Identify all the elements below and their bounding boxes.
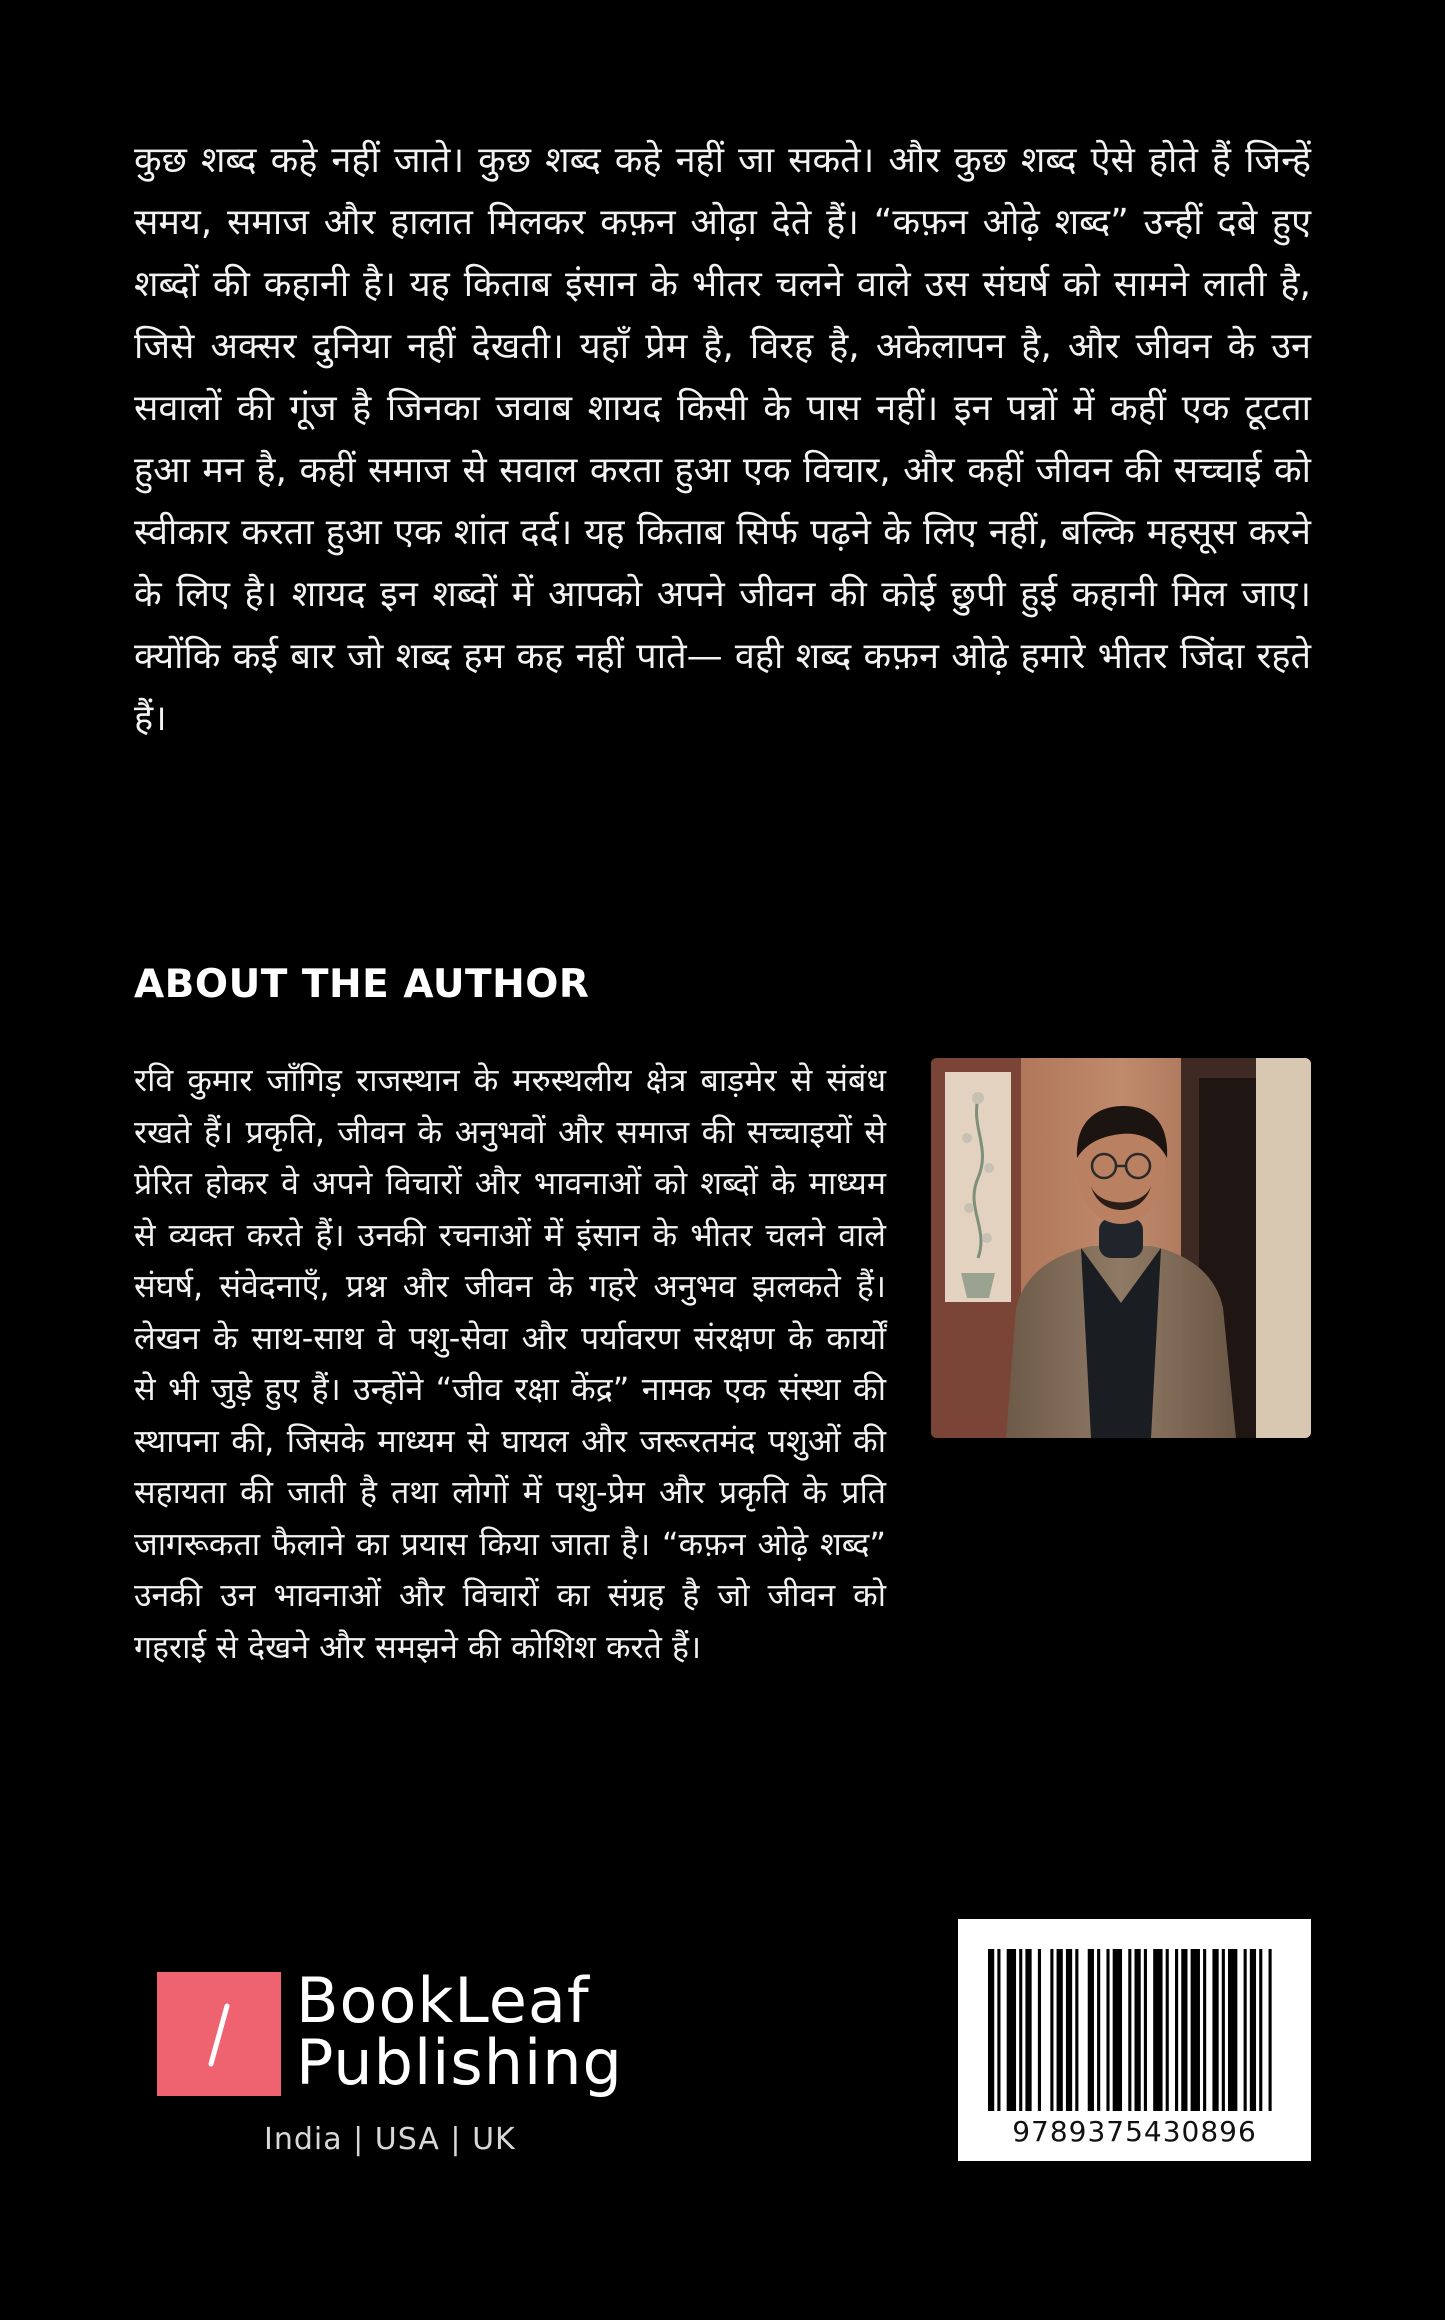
about-author-text: रवि कुमार जाँगिड़ राजस्थान के मरुस्थलीय क्षेत्र बाड़मेर से संबंध रखते हैं। प्रकृति, जीवन के अनुभवों और समाज की सच्चाइयों से प्रेरित होकर वे अपने विचारों और भावनाओं को शब्दों के माध्यम से व्यक्त करते हैं। उनकी रचनाओं में इंसान के भीतर चलने वाले संघर्ष, संवेदनाएँ, प्रश्न और जीवन के गहरे अनुभव झलकते हैं। लेखन के साथ-साथ वे पशु-सेवा और पर्यावरण संरक्षण के कार्यों से भी जुड़े हुए हैं। उन्होंने “जीव रक्षा केंद्र” नामक एक संस्था की स्थापना की, जिसके माध्यम से घायल और जरूरतमंद पशुओं की सहायता की जाती है तथा लोगों में पशु-प्रेम और प्रकृति के प्रति जागरूकता फैलाने का प्रयास किया जाता है। “कफ़न ओढ़े शब्द” उनकी उन भावनाओं और विचारों का संग्रह है जो जीवन को गहराई से देखने और समझने की कोशिश करते हैं।	[134, 1061, 886, 1666]
publisher-name-line1: BookLeaf	[296, 1964, 590, 2037]
isbn-barcode	[958, 1919, 1311, 2161]
author-photo	[931, 1058, 1311, 1438]
about-author-heading: ABOUT THE AUTHOR	[134, 962, 590, 1007]
publisher-name-line2: Publishing	[296, 2026, 623, 2099]
slash-icon	[157, 1972, 281, 2096]
book-blurb: कुछ शब्द कहे नहीं जाते। कुछ शब्द कहे नहीं जा सकते। और कुछ शब्द ऐसे होते हैं जिन्हें समय, समाज और हालात मिलकर कफ़न ओढ़ा देते हैं। “कफ़न ओढ़े शब्द” उन्हीं दबे हुए शब्दों की कहानी है। यह किताब इंसान के भीतर चलने वाले उस संघर्ष को सामने लाती है, जिसे अक्सर दुनिया नहीं देखती। यहाँ प्रेम है, विरह है, अकेलापन है, और जीवन के उन सवालों की गूंज है जिनका जवाब शायद किसी के पास नहीं। इन पन्नों में कहीं एक टूटता हुआ मन है, कहीं समाज से सवाल करता हुआ एक विचार, और कहीं जीवन की सच्चाई को स्वीकार करता हुआ एक शांत दर्द। यह किताब सिर्फ पढ़ने के लिए नहीं, बल्कि महसूस करने के लिए है। शायद इन शब्दों में आपको अपने जीवन की कोई छुपी हुई कहानी मिल जाए। क्योंकि कई बार जो शब्द हम कह नहीं पाते— वही शब्द कफ़न ओढ़े हमारे भीतर जिंदा रहते हैं।	[134, 140, 1311, 739]
barcode-icon	[988, 1949, 1281, 2111]
isbn-number: 9789375430896	[1012, 2115, 1257, 2148]
publisher-regions: India | USA | UK	[264, 2122, 516, 2157]
publisher-logo	[157, 1964, 623, 2102]
